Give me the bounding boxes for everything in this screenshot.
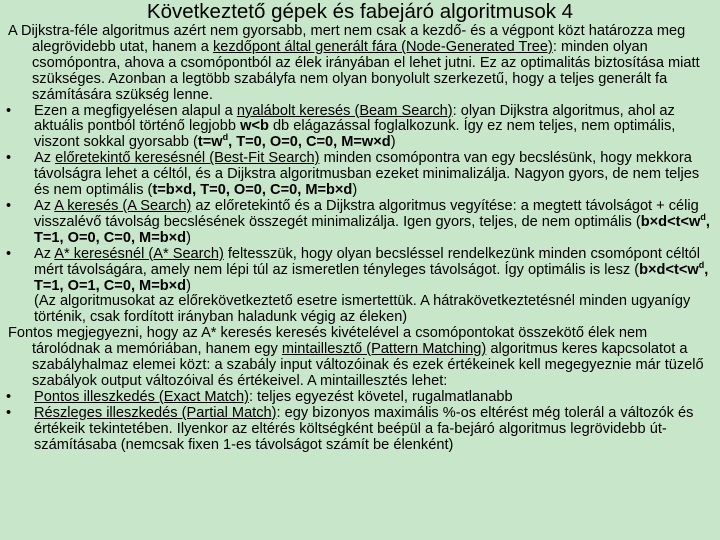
bestfit-text-a: Az xyxy=(34,150,56,167)
partial-text-b: : egy bizonyos maximális %-os eltérést még tolerál a változók és értékeik tekintetében. Ilyenkor az eltérés költségként beépül a fa-bejáró algoritmus legrövidebb út-számításaba (nemcsak fixen 1-es távolságot számít be élenként) xyxy=(34,404,694,453)
beam-bold-2: t=w xyxy=(197,134,223,151)
bullet-exact-match xyxy=(4,390,712,406)
bullet-dot: • xyxy=(6,388,12,405)
important-paragraph xyxy=(4,326,712,390)
important-text-b: algoritmus keres kapcsolatot a szabályhalmaz elemei közt: a szabály input változóinak és ezek értékeinek kell megegyeznie már tüzelő szabályok output változóival és értékeivel. A mintaillesztés lehet: xyxy=(32,341,704,389)
astar-text-b: feltesszük, hogy olyan becsléssel rendelkezünk minden csomópont céltól mért távolságára, amely nem lépi túl az ismeretlen tényleges távolságot. Így optimális is lesz ( xyxy=(34,245,700,278)
bestfit-formula: t=b×d, T=0, O=0, C=0, M=b×d xyxy=(152,182,353,199)
astar-text-c: ) xyxy=(186,277,191,294)
beam-text-a: Ezen a megfigyelésen alapul a xyxy=(34,102,237,119)
astar-text-a: Az xyxy=(34,245,55,262)
astar-term: A* keresésnél (A* Search) xyxy=(54,245,224,262)
astar-sup: d xyxy=(698,259,705,270)
bestfit-term: előretekintő keresésnél (Best-Fit Search) xyxy=(55,150,320,167)
intro-term-node-generated-tree: kezdőpont által generált fára (Node-Generated Tree) xyxy=(212,38,553,55)
slide-body xyxy=(0,24,720,453)
asearch-text-c: ) xyxy=(186,229,191,246)
beam-sup: d xyxy=(222,132,229,143)
bullet-dot: • xyxy=(6,150,12,167)
partial-term: Részleges illeszkedés (Partial Match) xyxy=(34,404,277,421)
asearch-bold-1: b×d<t<w xyxy=(640,213,701,230)
bullet-text xyxy=(34,247,712,295)
bullet-text xyxy=(34,151,712,199)
beam-text-b: : olyan Dijkstra algoritmus, ahol az aktuális pontból történő legjobb xyxy=(34,102,675,135)
astar-bold-2: , T=1, O=1, C=0, M=b×d xyxy=(34,261,709,294)
bullet-dot: • xyxy=(6,245,12,262)
beam-text-c: db elágazással foglalkozunk. Így ez nem teljes, nem optimális, viszont sokkal gyorsabb ( xyxy=(34,118,676,151)
beam-text-d: ) xyxy=(390,134,396,151)
astar-note: (Az algoritmusokat az előrekövetkeztető esetre ismertettük. A hátrakövetkeztetésnél minden ugyanígy történik, csak fordított irányban haladunk végig az éleken) xyxy=(34,293,691,326)
beam-term: nyalábolt keresés (Beam Search) xyxy=(236,102,453,119)
bullet-text xyxy=(34,199,712,247)
bullet-beam-search xyxy=(4,104,712,152)
bullet-partial-match xyxy=(4,406,712,454)
beam-bold-3: , T=0, O=0, C=0, M=w×d xyxy=(228,134,391,151)
important-term-pattern-matching: mintaillesztő (Pattern Matching) xyxy=(281,341,487,358)
bestfit-text-b: minden csomópontra van egy becslésünk, hogy mekkora távolságra lehet a céltól, és a Dijkstra algoritmusban ezeket minimalizálja. Nagyon gyors, de nem teljes és nem optimális ( xyxy=(34,150,700,199)
bullet-dot: • xyxy=(6,197,12,214)
exact-term: Pontos illeszkedés (Exact Match) xyxy=(34,388,249,405)
bullet-best-fit-search xyxy=(4,151,712,199)
asearch-text-b: az előretekintő és a Dijkstra algoritmus vegyítése: a megtett távolságot + célig visszalévő távolság becslésének összegét minimalizálja. Igen gyors, teljes, de nem optimális ( xyxy=(34,197,699,230)
astar-bold-1: b×d<t<w xyxy=(639,261,699,278)
bullet-dot: • xyxy=(6,404,12,421)
bullet-a-star-search xyxy=(4,247,712,295)
asearch-bold-2: , T=1, O=0, C=0, M=b×d xyxy=(34,213,710,246)
exact-text-b: : teljes egyezést követel, rugalmatlanabb xyxy=(248,388,513,405)
asearch-term: A keresés (A Search) xyxy=(54,197,192,214)
bullet-text xyxy=(34,104,712,152)
intro-text-a: A Dijkstra-féle algoritmus azért nem gyorsabb, mert nem csak a kezdő- és a végpont közt határozza meg alegrövidebb utat, hanem a xyxy=(8,23,686,55)
beam-formula xyxy=(198,134,391,150)
bullet-text xyxy=(34,390,712,406)
beam-bold-1: w<b xyxy=(240,118,269,135)
intro-text-b: : minden olyan csomópontra, ahova a csomópontból az élek irányában el lehet jutni. Ez az optimalitás biztosítása miatt szükséges. Azonban a legtöbb szabályfa nem olyan bonyolult szerkezetű, hogy a teljes generált fa számítására szükség lenne. xyxy=(32,38,700,103)
bullet-a-search xyxy=(4,199,712,247)
asearch-text-a: Az xyxy=(34,197,55,214)
intro-paragraph xyxy=(4,24,712,104)
bestfit-text-c: ) xyxy=(352,182,358,199)
bullet-dot: • xyxy=(6,102,12,119)
important-text-a: Fontos megjegyezni, hogy az A* keresés keresés kivételével a csomópontokat összekötő élek nem tárolódnak a memóriában, hanem egy xyxy=(8,325,648,358)
bullet-text xyxy=(34,406,712,454)
slide-title: Következtető gépek és fabejáró algoritmusok 4 xyxy=(146,0,574,23)
asearch-sup: d xyxy=(700,212,706,223)
